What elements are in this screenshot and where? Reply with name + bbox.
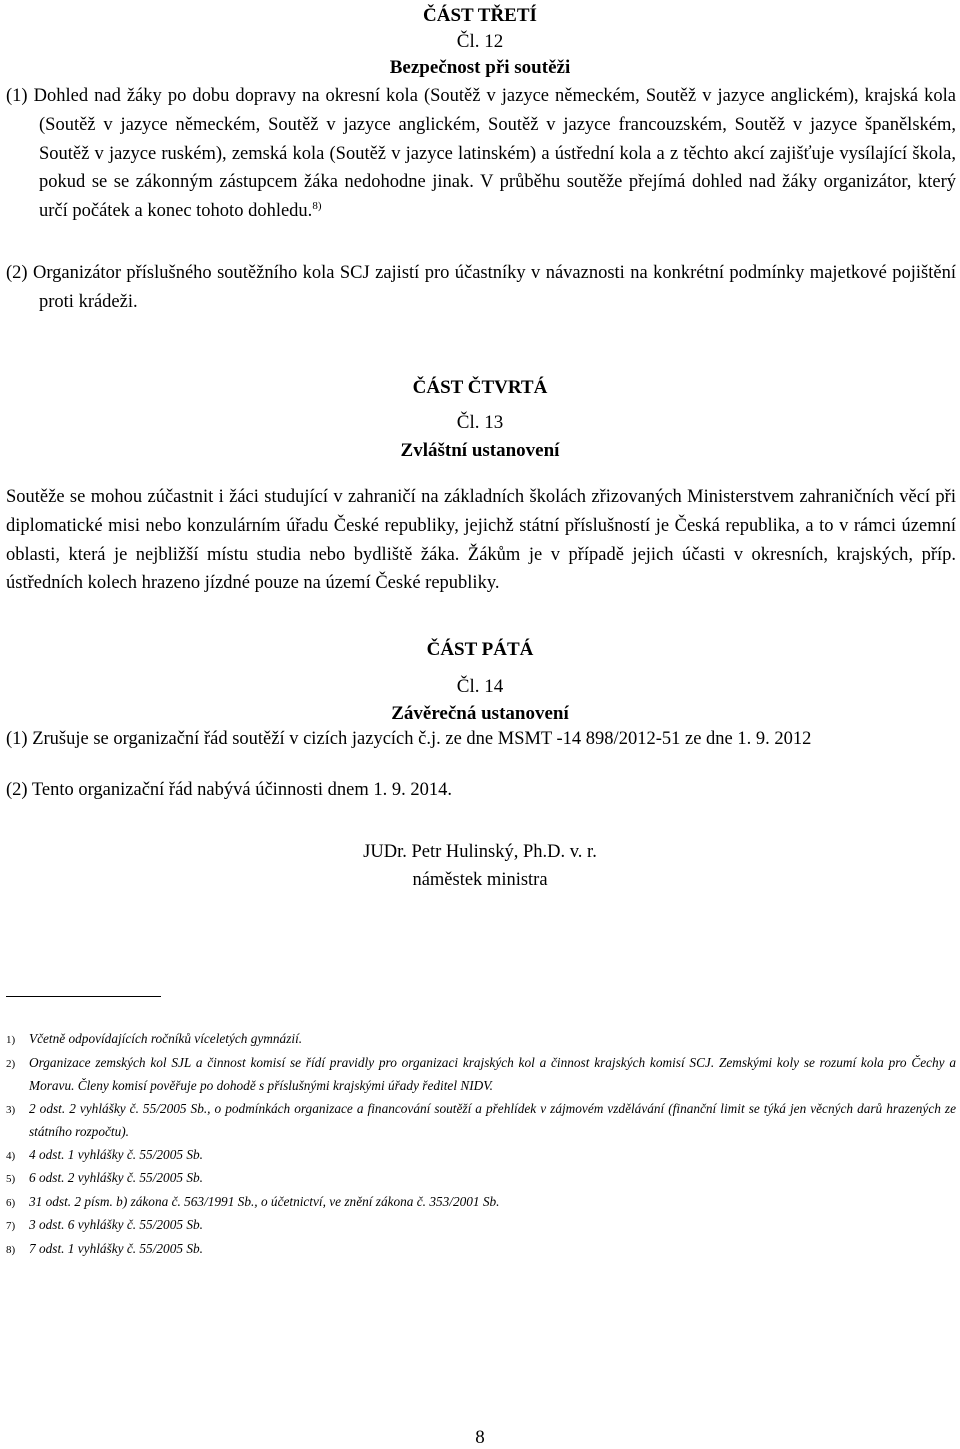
article-12-paragraph-1-text: (1) Dohled nad žáky po dobu dopravy na okresní kola (Soutěž v jazyce německém, Soutěž v jazyce anglickém), krajská kola (Soutěž v jazyce německém, Soutěž v jazyce anglickém, Soutěž v jazyce francouzském, Soutěž v jazyce španělském, Soutěž v jazyce ruském), zemská kola (Soutěž v jazyce latinském) a ústřední kola a z těchto akcí zajišťuje vysílající škola, pokud se se zákonným zástupcem žáka nedohodne jinak. V průběhu soutěže přejímá dohled nad žáky organizátor, který určí počátek a konec tohoto dohledu.: [6, 86, 956, 222]
footnote-7: [6, 1214, 956, 1238]
article-13-number: Čl. 13: [456, 412, 504, 433]
signatory-role: náměstek ministra: [412, 870, 548, 890]
footnote-4: [6, 1144, 956, 1168]
footnote-text: Včetně odpovídajících ročníků víceletých gymnázií.: [29, 1031, 303, 1046]
footnote-number: 2): [6, 1057, 16, 1070]
footnote-text: 31 odst. 2 písm. b) zákona č. 563/1991 Sb., o účetnictví, ve znění zákona č. 353/2001 Sb.: [29, 1193, 500, 1209]
footnote-3: [6, 1098, 956, 1144]
footnote-text: 2 odst. 2 vyhlášky č. 55/2005 Sb., o podmínkách organizace a financování soutěží a přehlídek v zájmovém vzdělávání (finanční limit se týká jen věcných darů hrazených ze státního rozpočtu).: [29, 1100, 956, 1139]
footnote-5: [6, 1167, 956, 1191]
article-12-paragraph-2: (2) Organizátor příslušného soutěžního kola SCJ zajistí pro účastníky v návaznosti na konkrétní podmínky majetkové pojištění proti krádeži.: [6, 263, 956, 312]
part-5-title: ČÁST PÁTÁ: [426, 639, 534, 660]
footnote-2: [6, 1052, 956, 1098]
page-number: 8: [475, 1427, 485, 1448]
footnote-number: 3): [6, 1103, 16, 1116]
footnote-number: 8): [6, 1243, 16, 1256]
footnote-text: Organizace zemských kol SJL a činnost komisí se řídí pravidly pro organizaci krajských kol a činnost krajských komisí SCJ. Zemskými koly se rozumí kola pro Čechy a Moravu. Členy komisí pověřuje po dohodě s příslušnými krajskými úřady ředitel NIDV.: [29, 1054, 956, 1093]
footnote-text: 6 odst. 2 vyhlášky č. 55/2005 Sb.: [29, 1170, 203, 1185]
article-14-paragraph-2: (2) Tento organizační řád nabývá účinnosti dnem 1. 9. 2014.: [6, 780, 453, 800]
part-3-title: ČÁST TŘETÍ: [423, 5, 537, 26]
footnote-list: [6, 1028, 956, 1261]
article-14-number: Čl. 14: [456, 676, 504, 697]
footnote-number: 6): [6, 1196, 16, 1209]
footnote-ref-8: 8): [312, 200, 322, 213]
article-12-paragraph-1: [6, 82, 956, 226]
footnote-text: 4 odst. 1 vyhlášky č. 55/2005 Sb.: [29, 1146, 203, 1162]
footnote-6: [6, 1191, 956, 1215]
article-13-paragraph: Soutěže se mohou zúčastnit i žáci studující v zahraničí na základních školách zřizovaných Ministerstvem zahraničních věcí při diplomatické misi nebo konzulárním úřadu České republiky, jejichž státní příslušností je Česká republika, a to v rámci územní oblasti, která je nejbližší místu studia nebo bydliště žáka. Žákům je v případě jejich účasti v okresních, krajských, příp. ústředních kolech hrazeno jízdné pouze na území České republiky.: [6, 487, 956, 594]
signatory-name: JUDr. Petr Hulinský, Ph.D. v. r.: [363, 842, 597, 862]
footnote-number: 4): [6, 1149, 16, 1162]
footnote-text: 3 odst. 6 vyhlášky č. 55/2005 Sb.: [29, 1217, 203, 1232]
article-14-title: Závěrečná ustanovení: [391, 703, 569, 724]
part-4-title: ČÁST ČTVRTÁ: [412, 377, 548, 398]
footnote-number: 7): [6, 1220, 16, 1232]
article-13-title: Zvláštní ustanovení: [400, 440, 560, 461]
footnote-number: 5): [6, 1173, 16, 1185]
article-14-paragraph-1: (1) Zrušuje se organizační řád soutěží v cizích jazycích č.j. ze dne MSMT -14 898/2012-51 ze dne 1. 9. 2012: [6, 729, 812, 749]
footnote-number: 1): [6, 1034, 16, 1046]
footnote-text: 7 odst. 1 vyhlášky č. 55/2005 Sb.: [29, 1240, 203, 1256]
footnote-1: [6, 1028, 956, 1052]
article-12-number: Čl. 12: [456, 31, 504, 52]
article-12-title: Bezpečnost při soutěži: [389, 57, 571, 78]
footnote-8: [6, 1238, 956, 1262]
footnote-separator: [6, 996, 161, 997]
